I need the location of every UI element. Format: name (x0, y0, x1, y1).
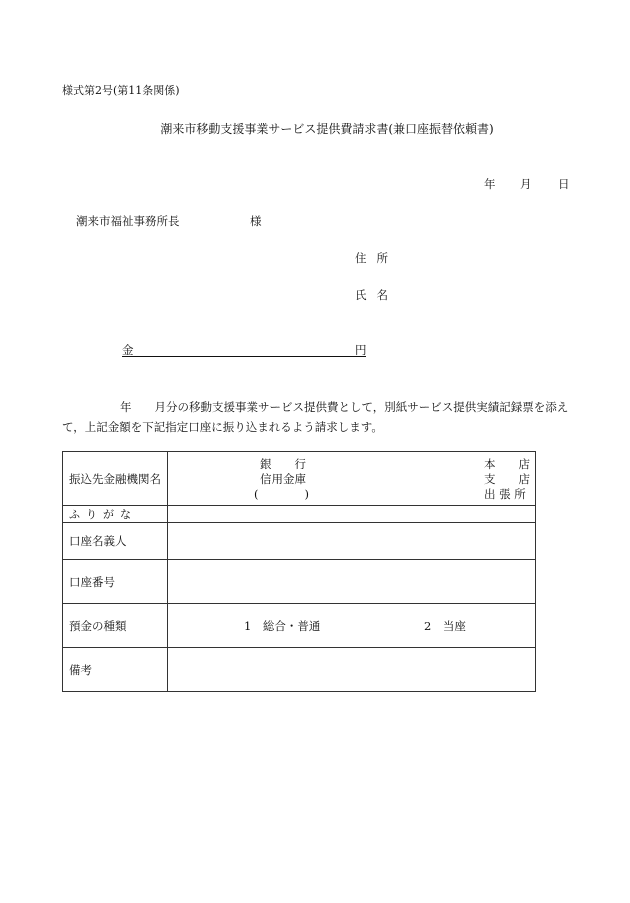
address-label: 住所 (355, 251, 398, 265)
bank-type-credit-union: 信用金庫 (260, 472, 306, 486)
date-year: 年 (484, 177, 496, 191)
account-number-field[interactable] (168, 560, 536, 604)
institution-label: 振込先金融機関名 (63, 452, 168, 506)
deposit-option-checking[interactable]: 2 当座 (424, 618, 466, 633)
furigana-field[interactable] (168, 506, 536, 523)
branch-type-head-office: 本 店 (484, 457, 530, 471)
remarks-field[interactable] (168, 648, 536, 692)
date-line (484, 176, 570, 192)
furigana-label: ふりがな (63, 506, 168, 523)
amount-unit: 円 (355, 343, 367, 357)
branch-type-branch: 支 店 (484, 472, 530, 486)
remarks-label: 備考 (63, 648, 168, 692)
branch-type-sub-office: 出 張 所 (484, 487, 526, 501)
addressee-honorific: 様 (250, 214, 262, 228)
table-row (63, 452, 536, 506)
bank-type-other: ( ) (254, 487, 309, 501)
amount-underline (122, 356, 366, 357)
date-month: 月 (520, 177, 532, 191)
date-day: 日 (558, 177, 570, 191)
deposit-type-label: 預金の種類 (63, 604, 168, 648)
bank-account-table (62, 451, 536, 692)
amount-label: 金 (122, 343, 134, 357)
form-number: 様式第2号(第11条関係) (62, 84, 180, 97)
table-row (63, 648, 536, 692)
bank-type-bank: 銀 行 (260, 457, 306, 471)
table-row (63, 506, 536, 523)
request-statement: 年 月分の移動支援事業サービス提供費として，別紙サービス提供実績記録票を添えて，上記金額を下記指定口座に振り込まれるよう請求します。 (62, 400, 569, 434)
account-number-label: 口座番号 (63, 560, 168, 604)
document-title: 潮来市移動支援事業サービス提供費請求書(兼口座振替依頼書) (160, 122, 494, 136)
table-row (63, 604, 536, 648)
account-holder-field[interactable] (168, 523, 536, 560)
table-row (63, 560, 536, 604)
table-row (63, 523, 536, 560)
institution-field[interactable] (168, 452, 536, 506)
addressee-name: 潮来市福祉事務所長 (76, 214, 180, 228)
name-label: 氏名 (355, 288, 398, 302)
deposit-option-ordinary[interactable]: 1 総合・普通 (244, 618, 321, 633)
deposit-type-field[interactable] (168, 604, 536, 648)
account-holder-label: 口座名義人 (63, 523, 168, 560)
